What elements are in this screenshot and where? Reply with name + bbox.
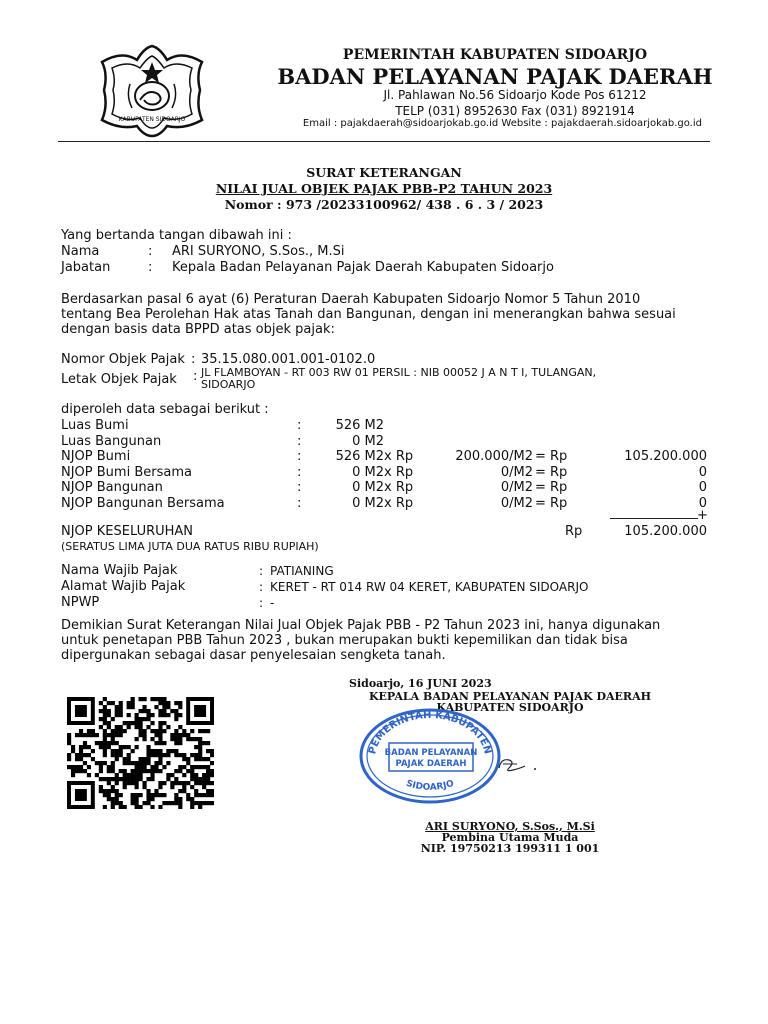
field-label: Nama bbox=[61, 244, 100, 259]
total-in-words: (SERATUS LIMA JUTA DUA RATUS RIBU RUPIAH) bbox=[61, 540, 319, 553]
field-label: Alamat Wajib Pajak bbox=[61, 579, 186, 594]
row-equals: = Rp bbox=[535, 449, 568, 464]
field-separator: : bbox=[148, 260, 153, 275]
field-value: - bbox=[270, 596, 275, 610]
regency-logo bbox=[92, 44, 212, 138]
signature-nip: NIP. 19750213 199311 1 001 bbox=[420, 842, 600, 855]
row-label: NJOP Bumi bbox=[61, 449, 131, 464]
basis-paragraph-line: dengan basis data BPPD atas objek pajak: bbox=[61, 322, 335, 337]
signature-place-date: Sidoarjo, 16 JUNI 2023 bbox=[349, 677, 492, 690]
field-separator: : bbox=[193, 369, 198, 384]
field-label: Letak Objek Pajak bbox=[61, 372, 177, 387]
row-separator: : bbox=[297, 418, 302, 433]
stamp-bottom-text: SIDOARJO bbox=[404, 778, 456, 793]
official-stamp bbox=[357, 706, 503, 806]
field-separator: : bbox=[259, 580, 264, 594]
row-equals: = Rp bbox=[535, 496, 568, 511]
data-intro: diperoleh data sebagai berikut : bbox=[61, 402, 269, 417]
field-separator: : bbox=[259, 596, 264, 610]
row-area: 0 M2 bbox=[352, 496, 384, 511]
stamp-inner-line: PAJAK DAERAH bbox=[395, 759, 467, 769]
total-amount: 105.200.000 bbox=[624, 524, 707, 539]
row-multiply: x Rp bbox=[384, 465, 414, 480]
signature-position: KEPALA BADAN PELAYANAN PAJAK DAERAH bbox=[368, 690, 652, 703]
row-label: NJOP Bangunan bbox=[61, 480, 163, 495]
row-area: 0 M2 bbox=[352, 480, 384, 495]
field-label: Nomor Objek Pajak bbox=[61, 352, 185, 367]
row-separator: : bbox=[297, 480, 302, 495]
total-currency: Rp bbox=[565, 524, 583, 539]
row-separator: : bbox=[297, 434, 302, 449]
row-area: 0 M2 bbox=[352, 434, 384, 449]
row-multiply: x Rp bbox=[384, 449, 414, 464]
row-area: 0 M2 bbox=[352, 465, 384, 480]
field-value: ARI SURYONO, S.Sos., M.Si bbox=[172, 244, 345, 259]
stamp-top-text: PEMERINTAH KABUPATEN bbox=[367, 709, 493, 756]
document-title: SURAT KETERANGAN bbox=[306, 165, 462, 180]
document-number: Nomor : 973 /20233100962/ 438 . 6 . 3 / 2023 bbox=[224, 197, 544, 212]
row-amount: 0 bbox=[698, 465, 707, 480]
row-label: NJOP Bangunan Bersama bbox=[61, 496, 225, 511]
row-multiply: x Rp bbox=[384, 496, 414, 511]
logo-text: KABUPATEN SIDOARJO bbox=[118, 116, 186, 123]
letterhead-divider bbox=[58, 141, 710, 142]
row-equals: = Rp bbox=[535, 480, 568, 495]
letterhead-phone: TELP (031) 8952630 Fax (031) 8921914 bbox=[395, 104, 635, 118]
row-separator: : bbox=[297, 496, 302, 511]
row-rate: 0/M2 bbox=[500, 496, 533, 511]
row-label: Luas Bumi bbox=[61, 418, 129, 433]
row-area: 526 M2 bbox=[335, 449, 384, 464]
row-amount: 0 bbox=[698, 480, 707, 495]
handwritten-signature bbox=[495, 750, 555, 780]
row-label: Luas Bangunan bbox=[61, 434, 162, 449]
total-label: NJOP KESELURUHAN bbox=[61, 524, 194, 539]
basis-paragraph-line: tentang Bea Perolehan Hak atas Tanah dan Bangunan, dengan ini menerangkan bahwa sesuai bbox=[61, 307, 676, 322]
signature-position-region: KABUPATEN SIDOARJO bbox=[436, 701, 584, 714]
field-label: NPWP bbox=[61, 595, 100, 610]
field-label: Jabatan bbox=[61, 260, 111, 275]
field-value: JL FLAMBOYAN - RT 003 RW 01 PERSIL : NIB 00052 J A N T I, TULANGAN, bbox=[201, 366, 597, 379]
field-separator: : bbox=[259, 564, 264, 578]
row-rate: 0/M2 bbox=[500, 480, 533, 495]
row-multiply: x Rp bbox=[384, 480, 414, 495]
closing-paragraph-line: Demikian Surat Keterangan Nilai Jual Objek Pajak PBB - P2 Tahun 2023 ini, hanya digunakan bbox=[61, 618, 661, 633]
sum-line bbox=[610, 518, 698, 519]
row-amount: 0 bbox=[698, 496, 707, 511]
basis-paragraph-line: Berdasarkan pasal 6 ayat (6) Peraturan Daerah Kabupaten Sidoarjo Nomor 5 Tahun 2010 bbox=[61, 292, 641, 307]
row-label: NJOP Bumi Bersama bbox=[61, 465, 192, 480]
row-rate: 0/M2 bbox=[500, 465, 533, 480]
qr-code bbox=[67, 697, 214, 809]
document-subtitle: NILAI JUAL OBJEK PAJAK PBB-P2 TAHUN 2023 bbox=[215, 181, 553, 196]
signature-name: ARI SURYONO, S.Sos., M.Si bbox=[425, 820, 595, 833]
letterhead-contact: Email : pajakdaerah@sidoarjokab.go.id Website : pajakdaerah.sidoarjokab.go.id bbox=[302, 118, 702, 129]
field-value: SIDOARJO bbox=[201, 378, 256, 391]
signature-rank: Pembina Utama Muda bbox=[441, 831, 579, 844]
closing-paragraph-line: dipergunakan sebagai dasar penyelesaian sengketa tanah. bbox=[61, 648, 446, 663]
row-amount: 105.200.000 bbox=[624, 449, 707, 464]
field-value: KERET - RT 014 RW 04 KERET, KABUPATEN SIDOARJO bbox=[270, 580, 589, 594]
row-equals: = Rp bbox=[535, 465, 568, 480]
field-value: Kepala Badan Pelayanan Pajak Daerah Kabupaten Sidoarjo bbox=[172, 260, 554, 275]
plus-sign: + bbox=[697, 508, 708, 523]
row-rate: 200.000/M2 bbox=[455, 449, 533, 464]
closing-paragraph-line: untuk penetapan PBB Tahun 2023 , bukan merupakan bukti kepemilikan dan tidak bisa bbox=[61, 633, 628, 648]
letterhead-address: Jl. Pahlawan No.56 Sidoarjo Kode Pos 61212 bbox=[383, 88, 647, 102]
row-separator: : bbox=[297, 449, 302, 464]
field-value: PATIANING bbox=[270, 564, 334, 578]
row-area: 526 M2 bbox=[335, 418, 384, 433]
signer-intro: Yang bertanda tangan dibawah ini : bbox=[61, 228, 292, 243]
stamp-inner-line: BADAN PELAYANAN bbox=[384, 748, 478, 758]
field-label: Nama Wajib Pajak bbox=[61, 563, 178, 578]
field-value: 35.15.080.001.001-0102.0 bbox=[201, 352, 376, 367]
row-separator: : bbox=[297, 465, 302, 480]
letterhead-gov: PEMERINTAH KABUPATEN SIDOARJO bbox=[342, 47, 648, 63]
field-separator: : bbox=[148, 244, 153, 259]
letterhead-agency: BADAN PELAYANAN PAJAK DAERAH bbox=[277, 64, 713, 89]
field-separator: : bbox=[191, 352, 196, 367]
